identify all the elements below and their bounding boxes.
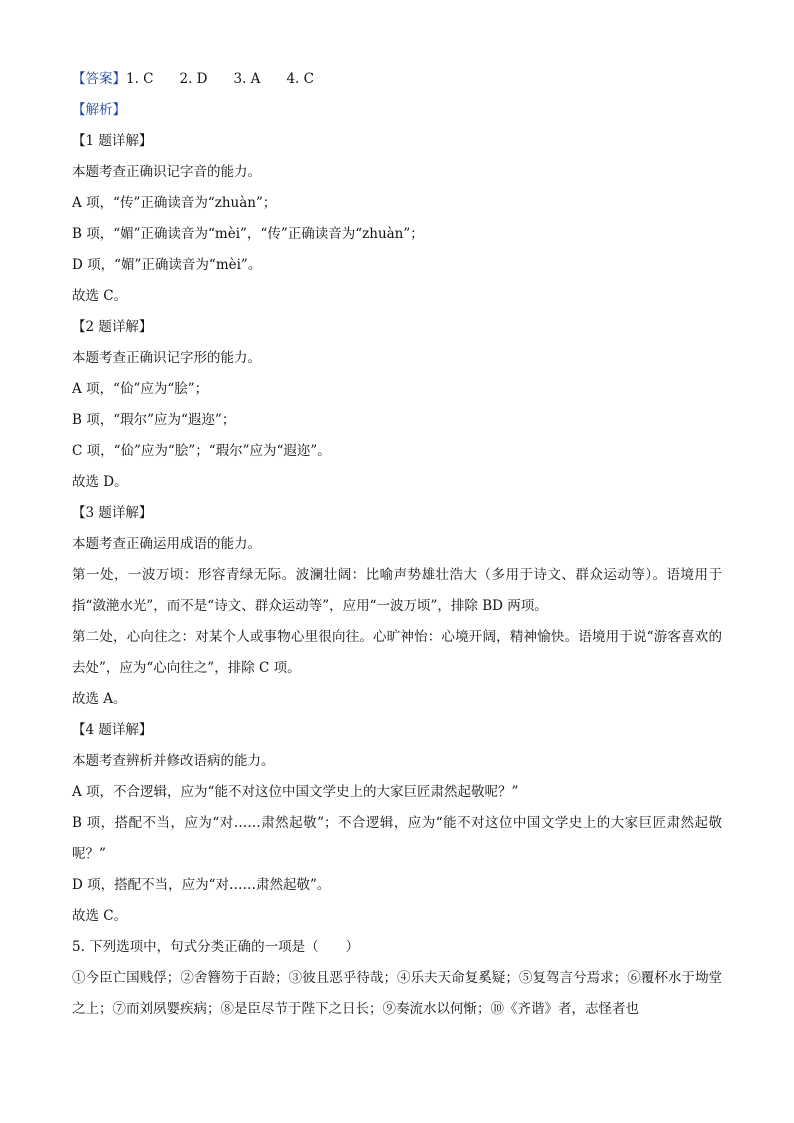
answer-label: 【答案】 xyxy=(72,71,126,87)
q5-question: 5. 下列选项中，句式分类正确的一项是（ ） xyxy=(72,939,360,955)
q1-line: 故选 C。 xyxy=(72,288,128,304)
analysis-label: 【解析】 xyxy=(72,102,126,118)
q3-paragraph-2: 第二处，心向往之：对某个人或事物心里很向往。心旷神怡：心境开阔，精神愉快。语境用于说“游客喜欢的去处”，应为“心向往之”，排除 C 项。 xyxy=(72,629,722,676)
q3-conclusion: 故选 A。 xyxy=(72,691,127,707)
q1-line: 本题考查正确识记字音的能力。 xyxy=(72,164,261,180)
answer-item-2: 2. D xyxy=(179,71,208,87)
q1-heading: 【1 题详解】 xyxy=(72,133,153,149)
q2-line: C 项，“佡”应为“脍”；“瑕尔”应为“遐迩”。 xyxy=(72,443,331,459)
q1-line: B 项，“媚”正确读音为“mèi”，“传”正确读音为“zhuàn”； xyxy=(72,226,424,242)
q3-intro: 本题考查正确运用成语的能力。 xyxy=(72,536,261,552)
q3-heading: 【3 题详解】 xyxy=(72,505,153,521)
answer-line xyxy=(72,64,722,95)
q2-line: 故选 D。 xyxy=(72,474,128,490)
q2-line: B 项，“瑕尔”应为“遐迩”； xyxy=(72,412,236,428)
q2-line: A 项，“佡”应为“脍”； xyxy=(72,381,209,397)
document-page xyxy=(72,64,722,1025)
answer-item-1: 1. C xyxy=(126,71,154,87)
q5-options: ①今臣亡国贱俘；②舍簪笏于百龄；③彼且恶乎待哉；④乐夫天命复奚疑；⑤复驾言兮焉求；⑥覆杯水于坳堂之上；⑦而刘夙婴疾病；⑧是臣尽节于陛下之日长；⑨奏流水以何惭；⑩《齐谐》者，志怪者也 xyxy=(72,970,722,1017)
q3-paragraph-1: 第一处，一波万顷：形容青绿无际。波澜壮阔：比喻声势雄壮浩大（多用于诗文、群众运动等）。语境用于指“潋滟水光”，而不是“诗文、群众运动等”，应用“一波万顷”，排除 BD 两项。 xyxy=(72,567,722,614)
q2-line: 本题考查正确识记字形的能力。 xyxy=(72,350,261,366)
q4-option-d: D 项，搭配不当，应为“对……肃然起敬”。 xyxy=(72,877,331,893)
q1-line: A 项，“传”正确读音为“zhuàn”； xyxy=(72,195,277,211)
q2-heading: 【2 题详解】 xyxy=(72,319,153,335)
q4-heading: 【4 题详解】 xyxy=(72,722,153,738)
q4-option-b: B 项，搭配不当，应为“对……肃然起敬”；不合逻辑，应为“能不对这位中国文学史上的大家巨匠肃然起敬呢？” xyxy=(72,815,722,862)
q4-conclusion: 故选 C。 xyxy=(72,908,128,924)
q4-intro: 本题考查辨析并修改语病的能力。 xyxy=(72,753,275,769)
q4-option-a: A 项，不合逻辑，应为“能不对这位中国文学史上的大家巨匠肃然起敬呢？” xyxy=(72,784,519,800)
answer-item-4: 4. C xyxy=(286,71,314,87)
answer-item-3: 3. A xyxy=(233,71,261,87)
q1-line: D 项，“媚”正确读音为“mèi”。 xyxy=(72,257,262,273)
